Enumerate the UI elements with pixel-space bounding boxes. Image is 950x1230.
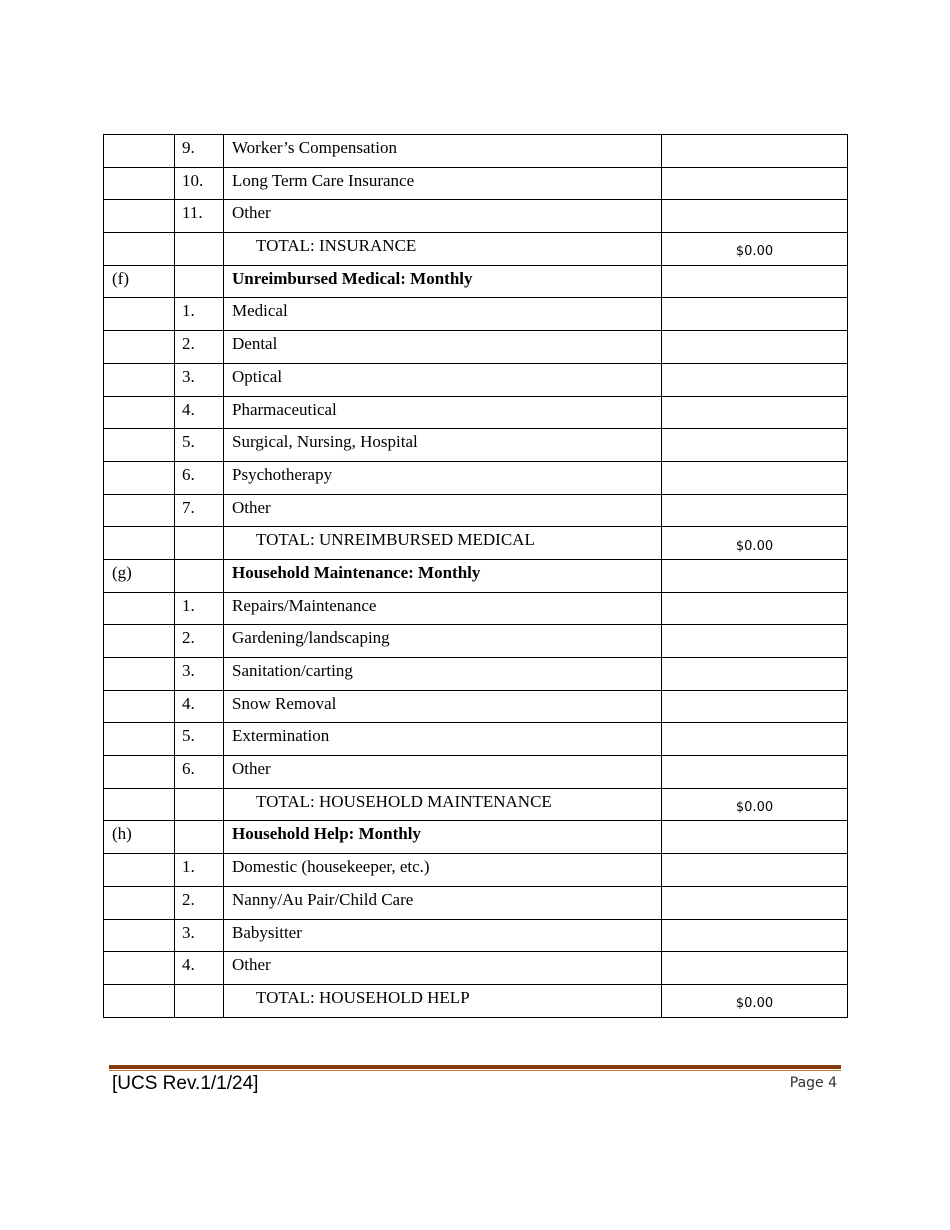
description-cell: Household Maintenance: Monthly	[224, 559, 662, 592]
table-row	[104, 494, 848, 527]
item-number-cell	[175, 788, 224, 821]
section-letter-cell: (g)	[104, 559, 175, 592]
section-letter-cell	[104, 429, 175, 462]
total-row	[104, 527, 848, 560]
section-letter-cell	[104, 167, 175, 200]
section-letter-cell	[104, 461, 175, 494]
item-number-cell: 11.	[175, 200, 224, 233]
description-cell: Extermination	[224, 723, 662, 756]
section-letter-cell	[104, 494, 175, 527]
amount-field[interactable]	[662, 886, 848, 919]
section-letter-cell	[104, 625, 175, 658]
amount-field[interactable]: $0.00	[662, 984, 848, 1017]
item-number-cell	[175, 265, 224, 298]
amount-field[interactable]	[662, 396, 848, 429]
item-number-cell: 2.	[175, 625, 224, 658]
table-row	[104, 756, 848, 789]
total-row	[104, 233, 848, 266]
table-row	[104, 461, 848, 494]
section-letter-cell	[104, 854, 175, 887]
amount-field[interactable]	[662, 821, 848, 854]
section-letter-cell	[104, 331, 175, 364]
section-letter-cell	[104, 592, 175, 625]
amount-field[interactable]	[662, 625, 848, 658]
description-cell: Other	[224, 200, 662, 233]
table-row	[104, 298, 848, 331]
description-cell: Worker’s Compensation	[224, 135, 662, 168]
section-letter-cell: (f)	[104, 265, 175, 298]
description-cell: TOTAL: HOUSEHOLD HELP	[224, 984, 662, 1017]
item-number-cell: 5.	[175, 429, 224, 462]
section-letter-cell	[104, 756, 175, 789]
section-letter-cell	[104, 200, 175, 233]
item-number-cell	[175, 233, 224, 266]
description-cell: Pharmaceutical	[224, 396, 662, 429]
item-number-cell: 3.	[175, 919, 224, 952]
item-number-cell	[175, 984, 224, 1017]
description-cell: Other	[224, 494, 662, 527]
page-number: Page 4	[789, 1075, 837, 1091]
table-row	[104, 592, 848, 625]
section-letter-cell	[104, 658, 175, 691]
expense-table-body	[104, 135, 848, 1018]
table-row	[104, 396, 848, 429]
amount-field[interactable]	[662, 429, 848, 462]
description-cell: Long Term Care Insurance	[224, 167, 662, 200]
item-number-cell: 6.	[175, 461, 224, 494]
description-cell: Domestic (housekeeper, etc.)	[224, 854, 662, 887]
item-number-cell: 2.	[175, 886, 224, 919]
table-row	[104, 886, 848, 919]
table-row	[104, 854, 848, 887]
table-row	[104, 200, 848, 233]
total-row	[104, 788, 848, 821]
item-number-cell: 4.	[175, 952, 224, 985]
table-row	[104, 919, 848, 952]
table-row	[104, 167, 848, 200]
section-letter-cell	[104, 723, 175, 756]
amount-field[interactable]	[662, 200, 848, 233]
section-letter-cell: (h)	[104, 821, 175, 854]
section-header-row	[104, 265, 848, 298]
item-number-cell: 4.	[175, 396, 224, 429]
footer-divider-thin	[109, 1070, 841, 1071]
description-cell: Optical	[224, 363, 662, 396]
description-cell: Household Help: Monthly	[224, 821, 662, 854]
section-letter-cell	[104, 396, 175, 429]
amount-field[interactable]	[662, 265, 848, 298]
amount-field[interactable]	[662, 494, 848, 527]
section-letter-cell	[104, 984, 175, 1017]
amount-field[interactable]	[662, 331, 848, 364]
expense-table	[103, 134, 848, 1018]
section-header-row	[104, 559, 848, 592]
description-cell: Psychotherapy	[224, 461, 662, 494]
section-letter-cell	[104, 527, 175, 560]
total-row	[104, 984, 848, 1017]
amount-field[interactable]: $0.00	[662, 527, 848, 560]
section-letter-cell	[104, 690, 175, 723]
item-number-cell: 1.	[175, 298, 224, 331]
amount-field[interactable]	[662, 461, 848, 494]
item-number-cell: 5.	[175, 723, 224, 756]
amount-field[interactable]	[662, 167, 848, 200]
description-cell: Surgical, Nursing, Hospital	[224, 429, 662, 462]
item-number-cell	[175, 527, 224, 560]
item-number-cell: 1.	[175, 592, 224, 625]
section-letter-cell	[104, 788, 175, 821]
section-letter-cell	[104, 363, 175, 396]
item-number-cell: 10.	[175, 167, 224, 200]
amount-field[interactable]	[662, 658, 848, 691]
table-row	[104, 658, 848, 691]
description-cell: Repairs/Maintenance	[224, 592, 662, 625]
item-number-cell: 3.	[175, 658, 224, 691]
item-number-cell: 3.	[175, 363, 224, 396]
amount-field[interactable]	[662, 363, 848, 396]
item-number-cell: 4.	[175, 690, 224, 723]
description-cell: Medical	[224, 298, 662, 331]
amount-field[interactable]	[662, 690, 848, 723]
section-letter-cell	[104, 233, 175, 266]
description-cell: Unreimbursed Medical: Monthly	[224, 265, 662, 298]
description-cell: TOTAL: HOUSEHOLD MAINTENANCE	[224, 788, 662, 821]
section-letter-cell	[104, 952, 175, 985]
item-number-cell: 6.	[175, 756, 224, 789]
amount-field[interactable]	[662, 756, 848, 789]
item-number-cell	[175, 821, 224, 854]
section-letter-cell	[104, 298, 175, 331]
amount-field[interactable]: $0.00	[662, 788, 848, 821]
description-cell: TOTAL: UNREIMBURSED MEDICAL	[224, 527, 662, 560]
description-cell: TOTAL: INSURANCE	[224, 233, 662, 266]
description-cell: Other	[224, 952, 662, 985]
description-cell: Nanny/Au Pair/Child Care	[224, 886, 662, 919]
amount-field[interactable]	[662, 559, 848, 592]
amount-field[interactable]	[662, 919, 848, 952]
description-cell: Snow Removal	[224, 690, 662, 723]
amount-field[interactable]: $0.00	[662, 233, 848, 266]
description-cell: Other	[224, 756, 662, 789]
table-row	[104, 331, 848, 364]
table-row	[104, 363, 848, 396]
table-row	[104, 429, 848, 462]
table-row	[104, 690, 848, 723]
item-number-cell: 1.	[175, 854, 224, 887]
item-number-cell	[175, 559, 224, 592]
section-letter-cell	[104, 919, 175, 952]
amount-field[interactable]	[662, 592, 848, 625]
section-letter-cell	[104, 135, 175, 168]
section-letter-cell	[104, 886, 175, 919]
description-cell: Babysitter	[224, 919, 662, 952]
footer-revision: [UCS Rev.1/1/24]	[112, 1073, 259, 1094]
table-row	[104, 723, 848, 756]
amount-field[interactable]	[662, 135, 848, 168]
item-number-cell: 9.	[175, 135, 224, 168]
item-number-cell: 7.	[175, 494, 224, 527]
section-header-row	[104, 821, 848, 854]
amount-field[interactable]	[662, 854, 848, 887]
item-number-cell: 2.	[175, 331, 224, 364]
amount-field[interactable]	[662, 952, 848, 985]
description-cell: Gardening/landscaping	[224, 625, 662, 658]
table-row	[104, 625, 848, 658]
table-row	[104, 135, 848, 168]
description-cell: Sanitation/carting	[224, 658, 662, 691]
footer-divider	[109, 1065, 841, 1069]
amount-field[interactable]	[662, 723, 848, 756]
description-cell: Dental	[224, 331, 662, 364]
table-row	[104, 952, 848, 985]
amount-field[interactable]	[662, 298, 848, 331]
